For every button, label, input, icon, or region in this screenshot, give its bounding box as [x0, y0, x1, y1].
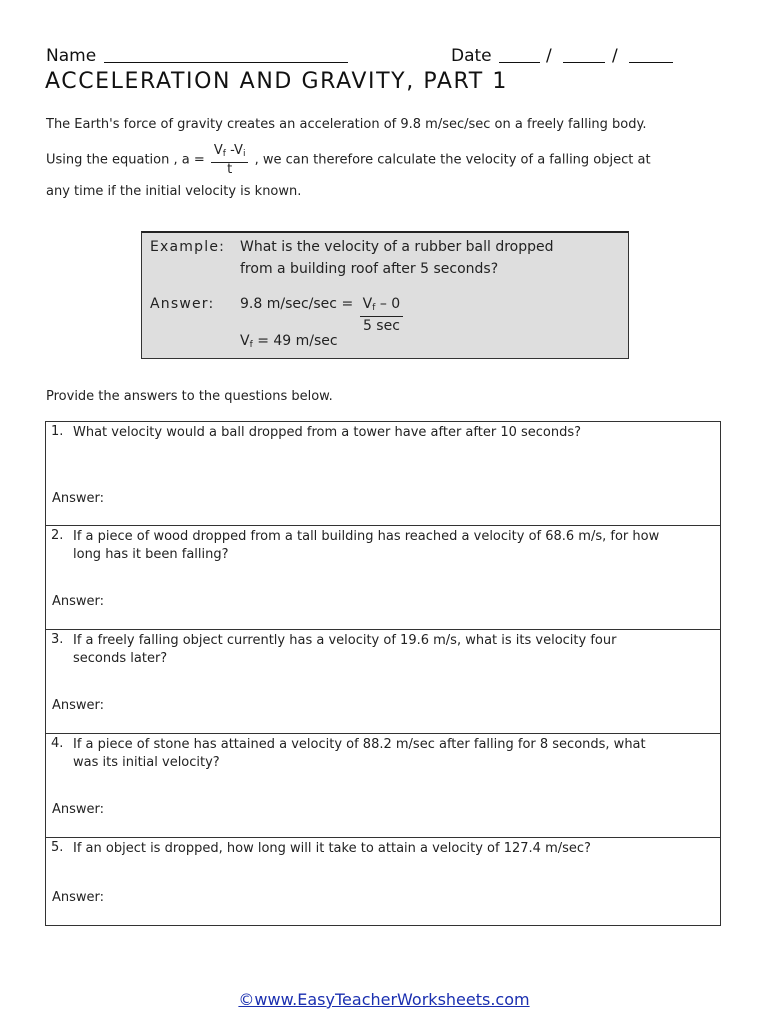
footer [0, 990, 768, 1009]
question-number: 4. [51, 736, 64, 751]
question-text: If a piece of wood dropped from a tall building has reached a velocity of 68.6 m/s, for how long has it been falling? [73, 529, 660, 562]
answer-label[interactable]: Answer: [52, 890, 105, 905]
instructions: Provide the answers to the questions below. [46, 389, 333, 404]
answer-denominator: 5 sec [362, 318, 400, 334]
answer-equation: 9.8 m/sec/sec = $\frac{V_f - 0}{5 \sec}$ [240, 296, 405, 335]
answer-result: $V_f = 49$ m/sec [240, 333, 338, 350]
equation-numerator: $V_f$ $-V_i$ [211, 143, 249, 163]
example-box [141, 231, 629, 359]
intro-line-3: any time if the initial velocity is known. [46, 184, 302, 199]
questions-table [45, 421, 721, 926]
date-year-field[interactable] [629, 62, 673, 63]
name-label: Name [46, 46, 97, 66]
answer-label[interactable]: Answer: [52, 594, 105, 609]
question-text: If an object is dropped, how long will it take to attain a velocity of 127.4 m/sec? [73, 841, 591, 856]
question-number: 1. [51, 424, 64, 439]
answer-label[interactable]: Answer: [52, 802, 105, 817]
intro-line-2-pre: Using the equation , a = [46, 152, 205, 168]
example-question-line-1: What is the velocity of a rubber ball dropped [240, 239, 554, 255]
intro-line-2-post: , we can therefore calculate the velocity of a falling object at [254, 152, 651, 168]
question-row [46, 630, 720, 734]
equation-fraction [211, 143, 249, 177]
date-label: Date [451, 46, 492, 66]
date-slash: / [546, 46, 552, 66]
header-row [46, 46, 726, 68]
example-question-line-2: from a building roof after 5 seconds? [240, 261, 499, 277]
question-text: If a piece of stone has attained a velocity of 88.2 m/sec after falling for 8 seconds, what was its initial velocity? [73, 737, 646, 770]
question-number: 2. [51, 528, 64, 543]
footer-link[interactable]: ©www.EasyTeacherWorksheets.com [238, 990, 530, 1009]
question-row [46, 838, 720, 925]
answer-numerator: $V_f - 0$ [360, 296, 404, 317]
date-slash: / [612, 46, 618, 66]
date-month-field[interactable] [499, 62, 540, 63]
question-text: If a freely falling object currently has a velocity of 19.6 m/s, what is its velocity four seconds later? [73, 633, 617, 666]
answer-label[interactable]: Answer: [52, 491, 105, 506]
equation-denominator: t [227, 162, 233, 177]
intro-line-1: The Earth's force of gravity creates an acceleration of 9.8 m/sec/sec on a freely falling body. [46, 117, 647, 132]
answer-fraction [360, 296, 404, 335]
question-number: 5. [51, 840, 64, 855]
question-row [46, 734, 720, 838]
question-row [46, 526, 720, 630]
answer-label[interactable]: Answer: [52, 698, 105, 713]
date-day-field[interactable] [563, 62, 605, 63]
question-row [46, 422, 720, 526]
answer-label: Answer: [150, 296, 215, 312]
name-field[interactable] [104, 62, 348, 63]
intro-line-2 [46, 143, 651, 177]
question-number: 3. [51, 632, 64, 647]
example-label: Example: [150, 239, 226, 255]
question-text: What velocity would a ball dropped from a tower have after after 10 seconds? [73, 425, 582, 440]
page-title: ACCELERATION AND GRAVITY, PART 1 [45, 69, 509, 94]
